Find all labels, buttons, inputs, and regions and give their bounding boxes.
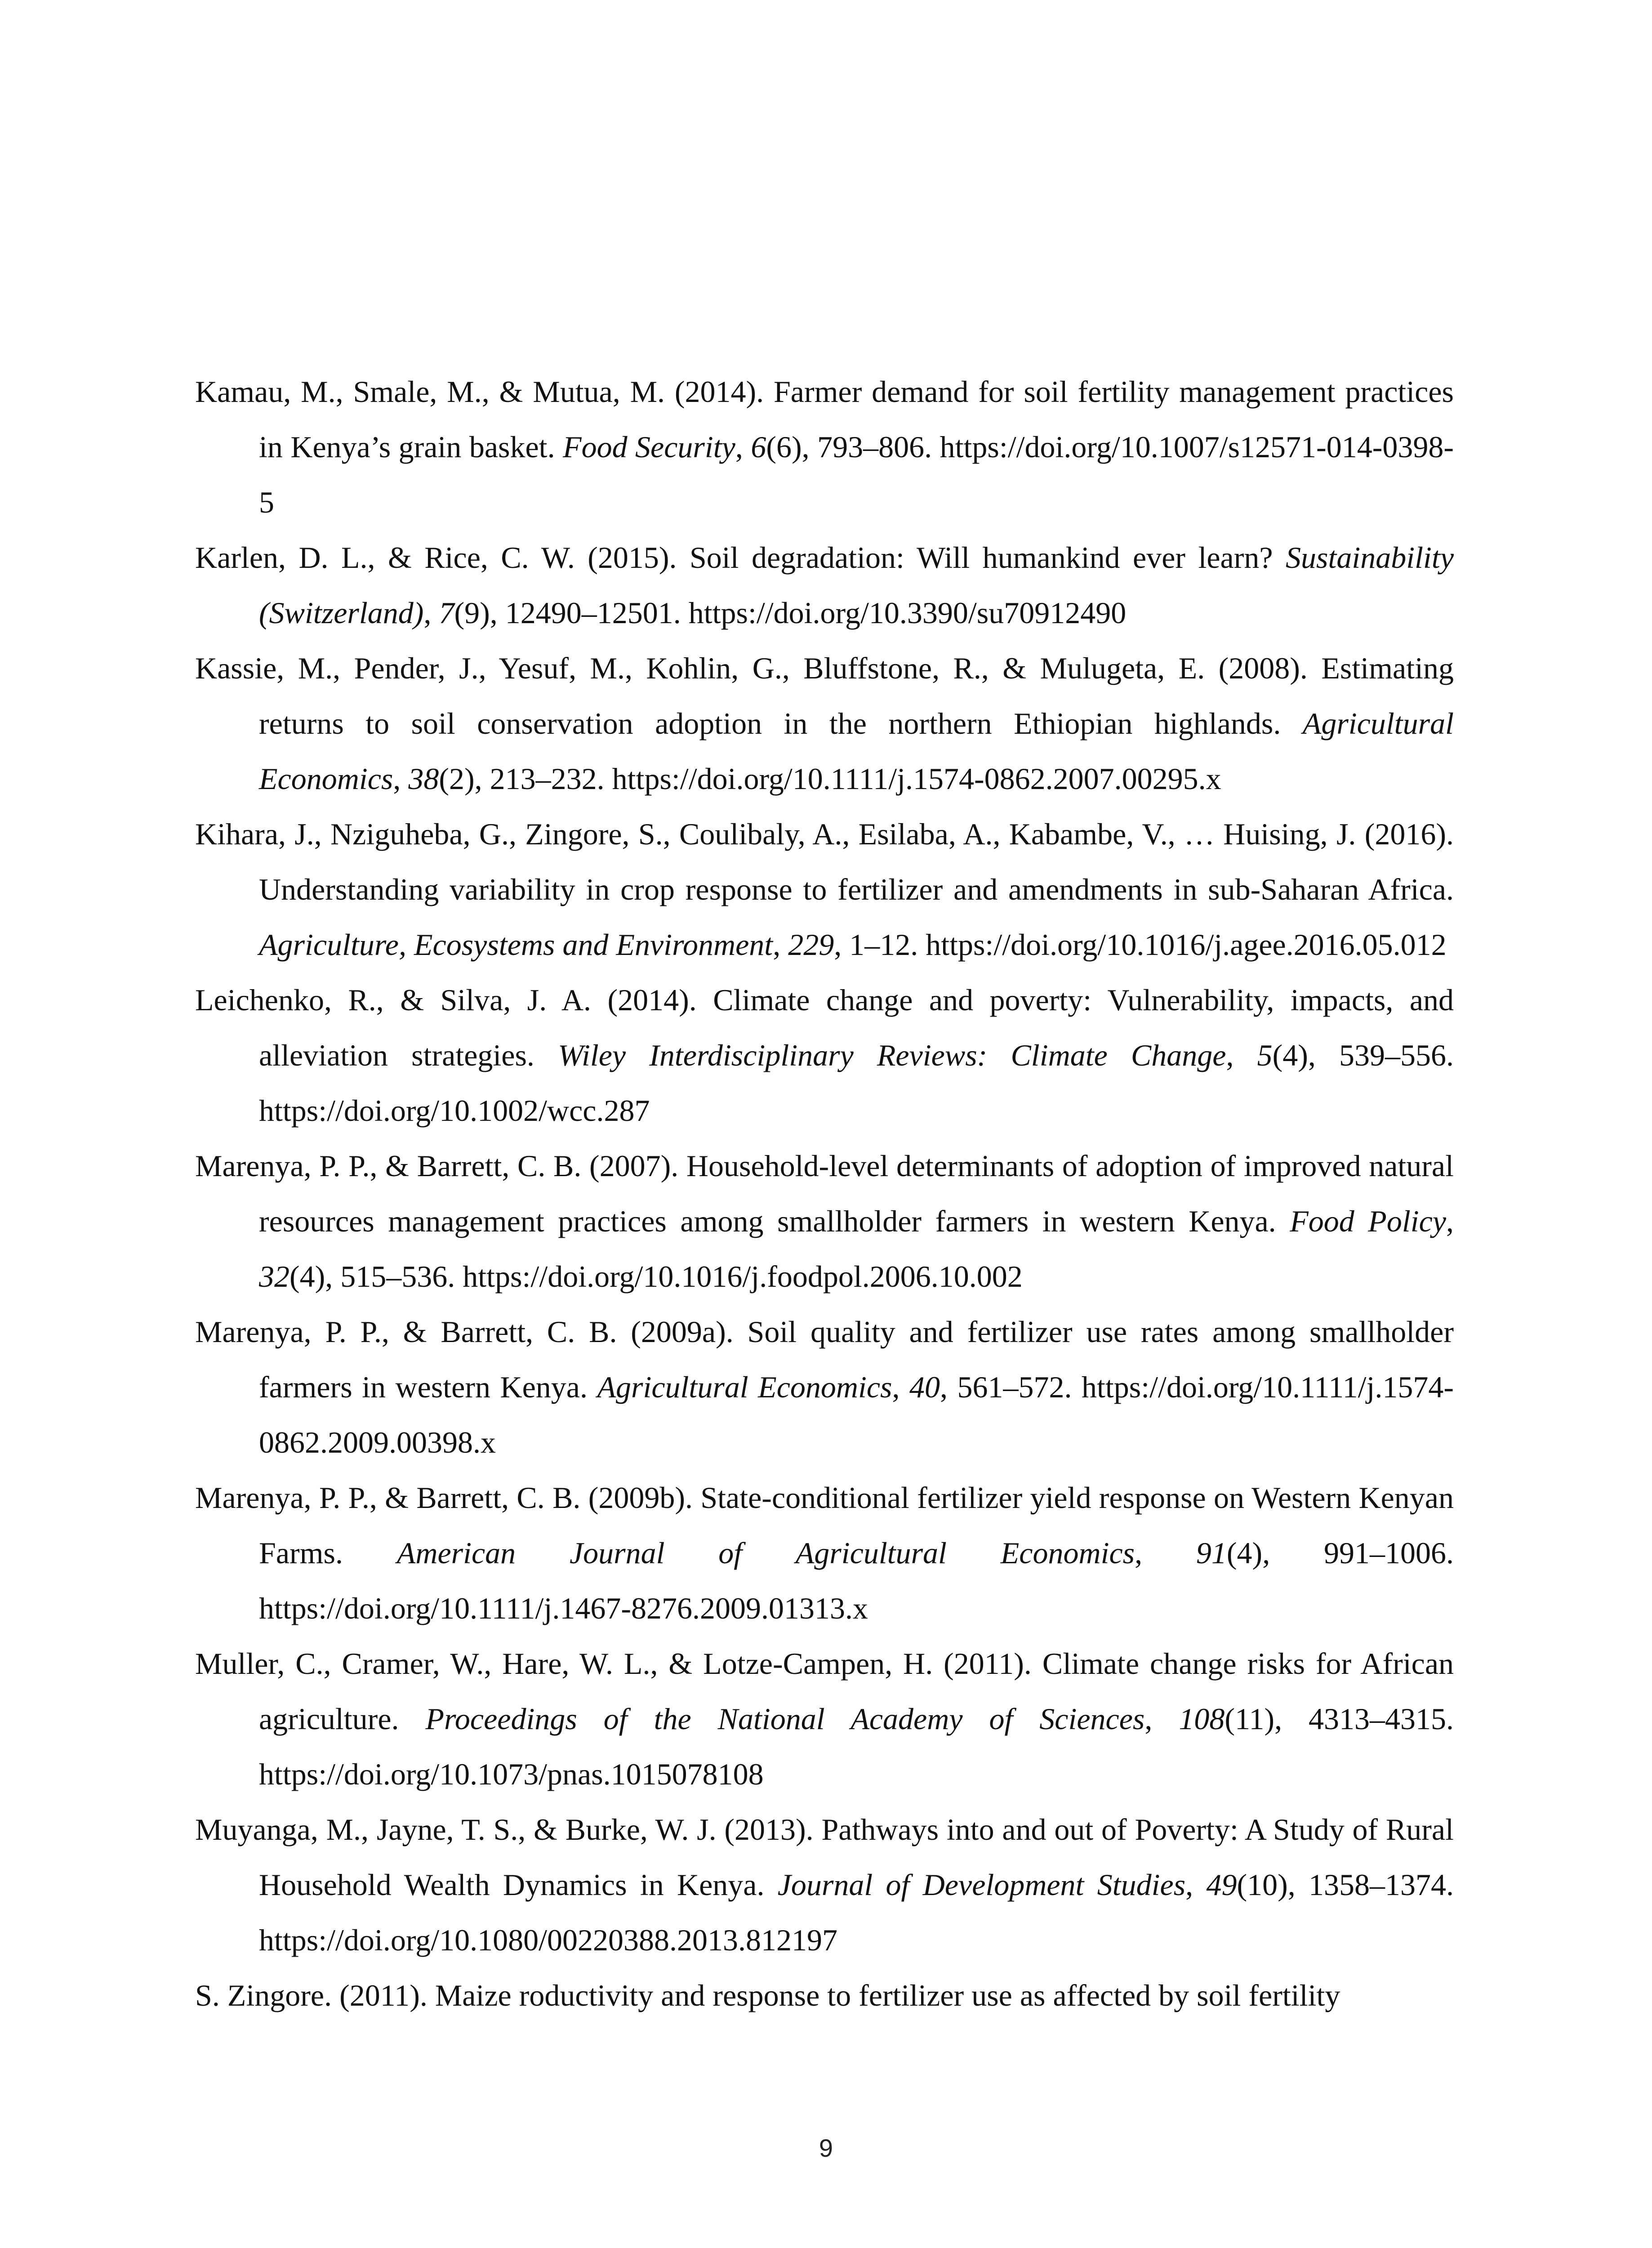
- reference-text: Marenya, P. P., & Barrett, C. B. (2007). Household-level determinants of adoption of improved natural resources management practices among smallholder farmers in western Kenya.: [195, 1149, 1454, 1238]
- journal-title: Food Security: [563, 430, 735, 464]
- reference-text: Marenya, P. P., & Barrett, C. B. (2009a). Soil quality and fertilizer use rates among smallholder farmers in western Kenya.: [195, 1315, 1454, 1404]
- journal-title: Agricultural Economics: [259, 706, 1454, 796]
- reference-tail: (2), 213–232. https://doi.org/10.1111/j.1574-0862.2007.00295.x: [439, 762, 1221, 796]
- reference-text: Muller, C., Cramer, W., Hare, W. L., & Lotze-Campen, H. (2011). Climate change risks for African agriculture.: [195, 1646, 1454, 1736]
- reference-text: Karlen, D. L., & Rice, C. W. (2015). Soil degradation: Will humankind ever learn?: [195, 540, 1286, 575]
- volume-number: 38: [408, 762, 439, 796]
- reference-text: Marenya, P. P., & Barrett, C. B. (2009b). State-conditional fertilizer yield response on Western Kenyan Farms.: [195, 1481, 1454, 1570]
- reference-entry: [195, 530, 1454, 641]
- reference-text: Leichenko, R., & Silva, J. A. (2014). Climate change and poverty: Vulnerability, impacts, and alleviation strategies.: [195, 983, 1454, 1072]
- reference-text: Kamau, M., Smale, M., & Mutua, M. (2014). Farmer demand for soil fertility management practices in Kenya’s grain basket.: [195, 375, 1454, 464]
- volume-number: 7: [439, 596, 454, 630]
- separator: ,: [1446, 1204, 1454, 1238]
- reference-entry: [195, 1138, 1454, 1304]
- journal-title: Agricultural Economics: [597, 1370, 892, 1404]
- separator: ,: [1144, 1702, 1179, 1736]
- reference-text: Muyanga, M., Jayne, T. S., & Burke, W. J. (2013). Pathways into and out of Poverty: A Study of Rural Household Wealth Dynamics in Kenya.: [195, 1812, 1454, 1902]
- separator: ,: [1226, 1038, 1257, 1072]
- reference-entry: [195, 972, 1454, 1138]
- separator: ,: [393, 762, 409, 796]
- reference-tail: (10), 1358–1374. https://doi.org/10.1080/00220388.2013.812197: [259, 1868, 1454, 1957]
- journal-title: Wiley Interdisciplinary Reviews: Climate Change: [558, 1038, 1226, 1072]
- reference-entry: [195, 364, 1454, 530]
- reference-tail: , 1–12. https://doi.org/10.1016/j.agee.2016.05.012: [834, 928, 1447, 962]
- reference-entry: [195, 807, 1454, 972]
- volume-number: 32: [259, 1259, 289, 1293]
- reference-entry: [195, 1636, 1454, 1802]
- reference-tail: (4), 539–556. https://doi.org/10.1002/wcc.287: [259, 1038, 1454, 1128]
- volume-number: 40: [909, 1370, 940, 1404]
- separator: ,: [423, 596, 439, 630]
- journal-title: Journal of Development Studies: [777, 1868, 1186, 1902]
- reference-text: Kihara, J., Nziguheba, G., Zingore, S., Coulibaly, A., Esilaba, A., Kabambe, V., … Huising, J. (2016). Understanding variability in crop response to fertilizer and amendments in sub-Saharan Africa.: [195, 817, 1454, 906]
- reference-tail: (4), 991–1006. https://doi.org/10.1111/j.1467-8276.2009.01313.x: [259, 1536, 1454, 1625]
- reference-tail: (6), 793–806. https://doi.org/10.1007/s12571-014-0398-5: [259, 430, 1454, 519]
- separator: ,: [735, 430, 751, 464]
- volume-number: 6: [751, 430, 766, 464]
- volume-number: 49: [1206, 1868, 1237, 1902]
- volume-number: 5: [1257, 1038, 1273, 1072]
- reference-list: [195, 364, 1454, 2023]
- separator: ,: [773, 928, 788, 962]
- journal-title: Sustainability (Switzerland): [259, 540, 1454, 630]
- reference-tail: , 561–572. https://doi.org/10.1111/j.1574-0862.2009.00398.x: [259, 1370, 1454, 1459]
- volume-number: 91: [1196, 1536, 1227, 1570]
- reference-entry: [195, 1304, 1454, 1470]
- reference-entry: [195, 641, 1454, 807]
- journal-title: Food Policy: [1290, 1204, 1446, 1238]
- separator: ,: [1185, 1868, 1207, 1902]
- page-number: 9: [819, 2134, 833, 2162]
- separator: ,: [892, 1370, 910, 1404]
- reference-tail: (4), 515–536. https://doi.org/10.1016/j.foodpol.2006.10.002: [289, 1259, 1023, 1293]
- reference-text: S. Zingore. (2011). Maize roductivity and response to fertilizer use as affected by soil fertility: [195, 1978, 1340, 2012]
- reference-entry: [195, 1968, 1454, 2023]
- volume-number: 108: [1179, 1702, 1225, 1736]
- reference-entry: [195, 1470, 1454, 1636]
- journal-title: Agriculture, Ecosystems and Environment: [259, 928, 773, 962]
- reference-tail: (11), 4313–4315. https://doi.org/10.1073/pnas.1015078108: [259, 1702, 1454, 1791]
- reference-text: Kassie, M., Pender, J., Yesuf, M., Kohlin, G., Bluffstone, R., & Mulugeta, E. (2008). Estimating returns to soil conservation adoption in the northern Ethiopian highlands.: [195, 651, 1454, 740]
- journal-title: Proceedings of the National Academy of Sciences: [425, 1702, 1145, 1736]
- reference-entry: [195, 1802, 1454, 1968]
- volume-number: 229: [788, 928, 834, 962]
- reference-tail: (9), 12490–12501. https://doi.org/10.3390/su70912490: [454, 596, 1127, 630]
- journal-title: American Journal of Agricultural Economics: [396, 1536, 1135, 1570]
- separator: ,: [1135, 1536, 1196, 1570]
